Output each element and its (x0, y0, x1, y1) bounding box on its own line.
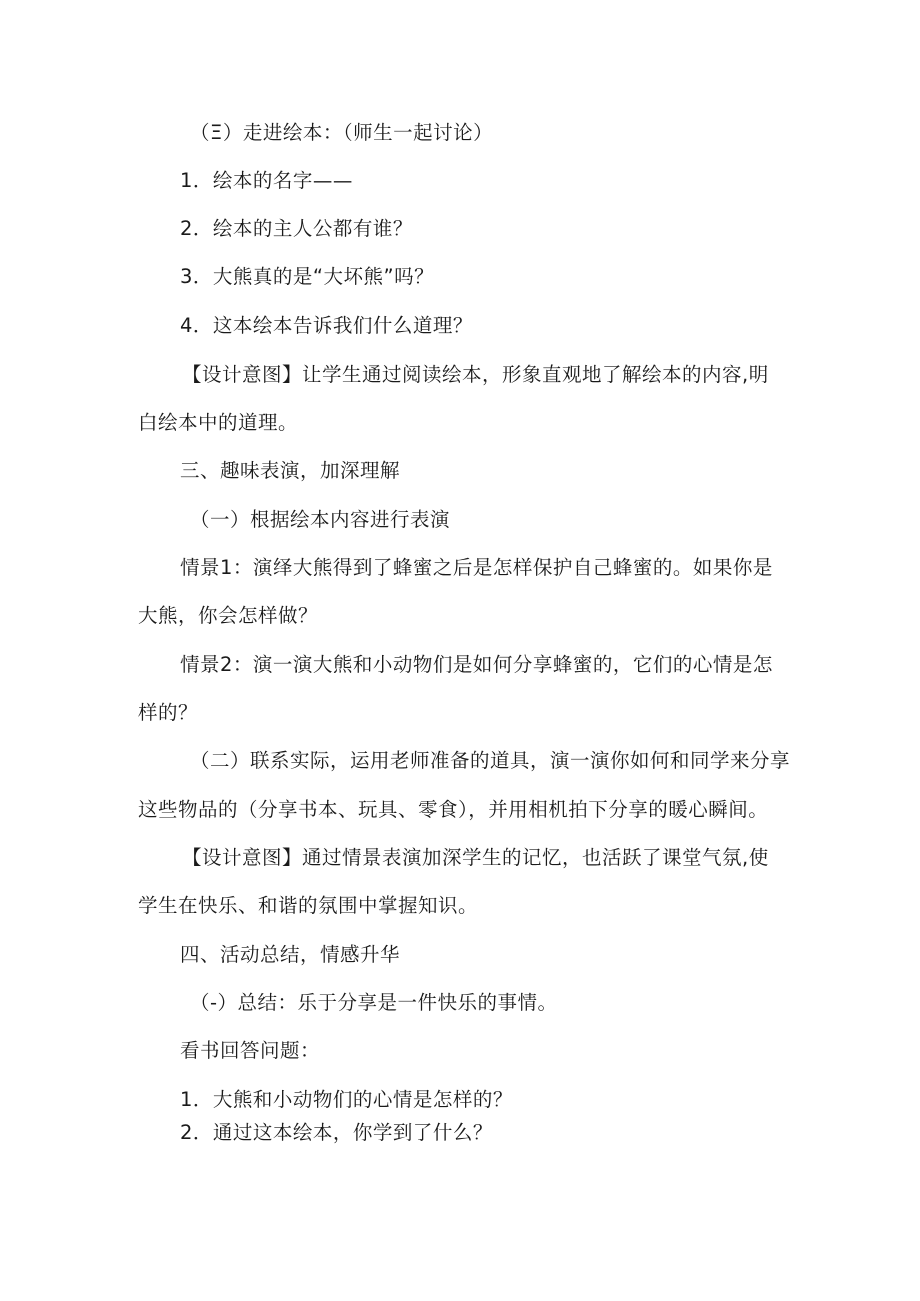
question-2: 2．绘本的主人公都有谁？ (180, 217, 413, 240)
final-question-2: 2．通过这本绘本，你学到了什么？ (180, 1121, 493, 1144)
question-1: 1．绘本的名字—— (180, 169, 353, 192)
scenario-1-line-1: 情景1：演绎大熊得到了蜂蜜之后是怎样保护自己蜂蜜的。如果你是 (180, 556, 773, 579)
section-4-heading: 四、活动总结，情感升华 (180, 943, 401, 966)
design-intent-2-line-1: 【设计意图】通过情景表演加深学生的记忆，也活跃了课堂气氛,使 (182, 846, 769, 869)
scenario-2-line-1: 情景2：演一演大熊和小动物们是如何分享蜂蜜的，它们的心情是怎 (180, 653, 773, 676)
section-heading-walk-into-book: （Ξ）走进绘本：（师生一起讨论） (190, 121, 494, 144)
final-question-1: 1．大熊和小动物们的心情是怎样的？ (180, 1088, 513, 1111)
subsection-practice-line-2: 这些物品的（分享书本、玩具、零食），并用相机拍下分享的暖心瞬间。 (138, 798, 769, 821)
section-3-heading: 三、趣味表演，加深理解 (180, 459, 401, 482)
question-4: 4．这本绘本告诉我们什么道理？ (180, 314, 473, 337)
question-3: 3．大熊真的是“大坏熊”吗？ (180, 265, 435, 288)
subsection-practice-line-1: （二）联系实际，运用老师准备的道具，演一演你如何和同学来分享 (190, 749, 791, 772)
read-and-answer-heading: 看书回答问题： (180, 1039, 321, 1062)
design-intent-1-line-1: 【设计意图】让学生通过阅读绘本，形象直观地了解绘本的内容,明 (182, 363, 769, 386)
summary-line: （-）总结：乐于分享是一件快乐的事情。 (190, 991, 558, 1014)
scenario-2-line-2: 样的？ (138, 701, 199, 724)
design-intent-1-line-2: 白绘本中的道理。 (138, 411, 299, 434)
subsection-perform-heading: （一）根据绘本内容进行表演 (190, 508, 451, 531)
design-intent-2-line-2: 学生在快乐、和谐的氛围中掌握知识。 (138, 894, 479, 917)
scenario-1-line-2: 大熊，你会怎样做？ (138, 604, 319, 627)
